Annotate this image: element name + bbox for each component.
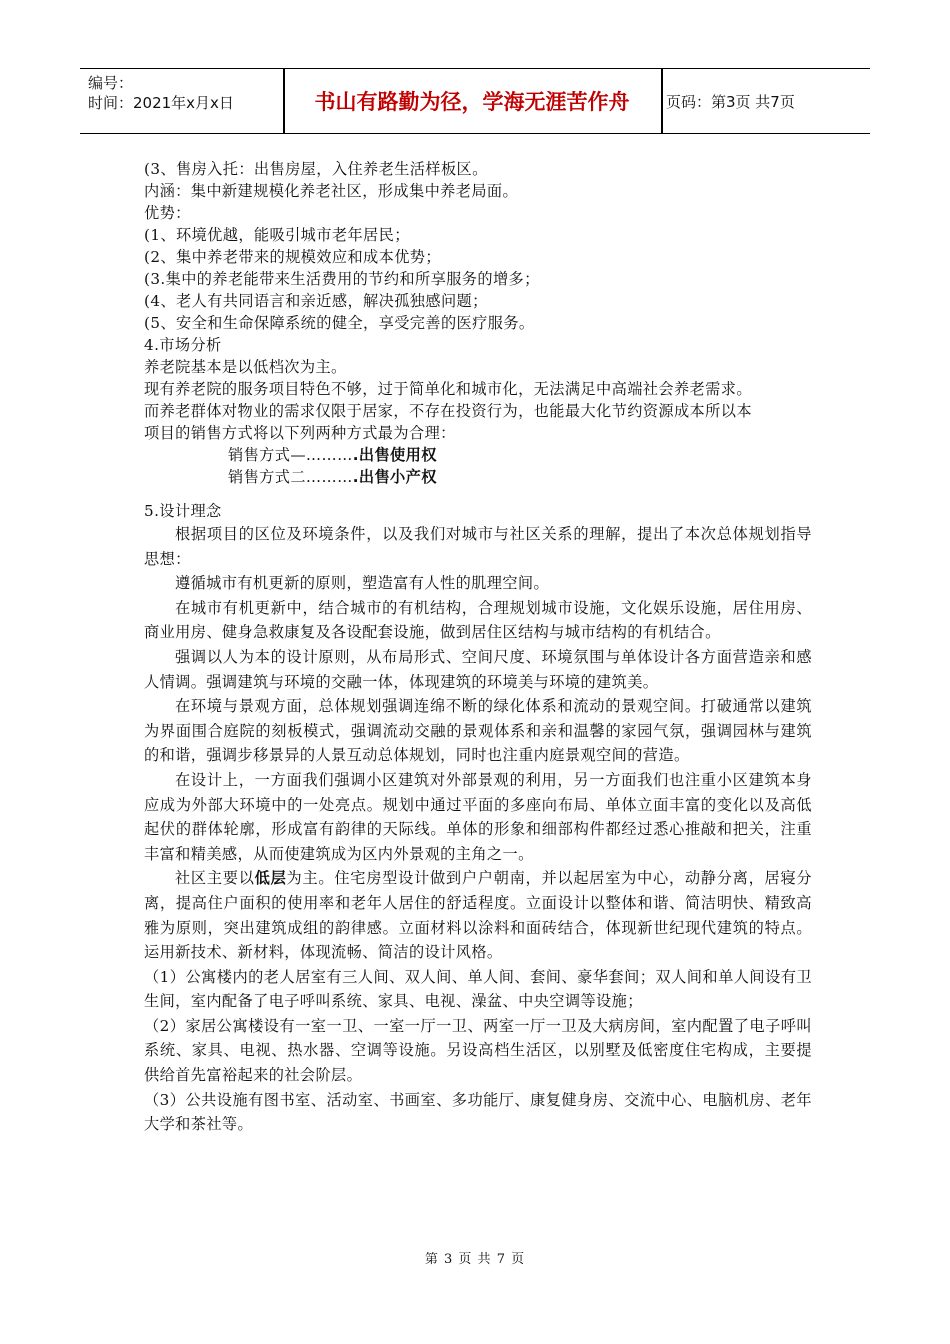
text-line: 优势： (144, 204, 191, 222)
text-line: 而养老群体对物业的需求仅限于居家，不存在投资行为，也能最大化节约资源成本所以本 (144, 402, 752, 420)
header-meta (88, 73, 288, 113)
paragraph: 根据项目的区位及环境条件，以及我们对城市与社区关系的理解，提出了本次总体规划指导思想： (144, 525, 812, 568)
list-item: （1）公寓楼内的老人居室有三人间、双人间、单人间、套间、豪华套间；双人间和单人间设有卫生间，室内配备了电子呼叫系统、家具、电视、澡盆、中央空调等设施； (144, 967, 812, 1011)
sale-method-label: 销售方式二……… (228, 468, 353, 486)
paragraph-text: 社区主要以 (175, 869, 255, 888)
text-line: (2、集中养老带来的规模效应和成本优势； (144, 248, 441, 266)
page-header (80, 68, 870, 134)
paragraph: 遵循城市有机更新的原则，塑造富有人性的肌理空间。 (175, 574, 550, 593)
list-item: （2）家居公寓楼设有一室一卫、一室一厅一卫、两室一厅一卫及大病房间，室内配置了电子呼叫系统、家具、电视、热水器、空调等设施。另设高档生活区，以别墅及低密度住宅构成，主要提供给首先富裕起来的社会阶层。 (144, 1016, 812, 1085)
text-line: (4、老人有共同语言和亲近感，解决孤独感问题； (144, 292, 488, 310)
code-label: 编号： (88, 74, 134, 92)
sale-method-1 (144, 444, 812, 466)
paragraph-text: 为主。住宅房型设计做到户户朝南，并以起居室为中心，动静分离，居寝分离，提高住户面积的使用率和老年人居住的舒适程度。立面设计以整体和谐、简洁明快、精致高雅为原则，突出建筑成组的韵律感。立面材料以涂料和面砖结合，体现新世纪现代建筑的特点。运用新技术、新材料，体现流畅、简洁的设计风格。 (144, 869, 812, 962)
time-label: 时间：2021年x月x日 (88, 94, 234, 112)
emphasis-text: 低层 (254, 869, 287, 888)
paragraph: 在环境与景观方面，总体规划强调连绵不断的绿化体系和流动的景观空间。打破通常以建筑为界面围合庭院的刻板模式，强调流动交融的景观体系和亲和温馨的家园气氛，强调园林与建筑的和谐，强调步移景异的人景互动总体规划，同时也注重内庭景观空间的营造。 (144, 697, 812, 765)
text-line: 项目的销售方式将以下列两种方式最为合理： (144, 424, 456, 442)
paragraph: 在城市有机更新中，结合城市的有机结构，合理规划城市设施，文化娱乐设施，居住用房、商业用房、健身急救康复及各设配套设施，做到居住区结构与城市结构的有机结合。 (144, 598, 812, 642)
paragraph (144, 866, 812, 964)
text-line: 现有养老院的服务项目特色不够，过于简单化和城市化，无法满足中高端社会养老需求。 (144, 380, 752, 398)
text-line: (3、售房入托：出售房屋，入住养老生活样板区。 (144, 160, 488, 178)
section-heading: 5.设计理念 (144, 502, 222, 520)
text-line: 养老院基本是以低档次为主。 (144, 358, 347, 376)
header-page-label: 页码：第3页 共7页 (666, 92, 795, 111)
text-line: 内涵：集中新建规模化养老社区，形成集中养老局面。 (144, 182, 519, 200)
sale-method-value: .出售小产权 (352, 468, 437, 486)
paragraph: 在设计上，一方面我们强调小区建筑对外部景观的利用，另一方面我们也注重小区建筑本身应成为外部大环境中的一处亮点。规划中通过平面的多座向布局、单体立面丰富的变化以及高低起伏的群体轮廓，形成富有韵律的天际线。单体的形象和细部构件都经过悉心推敲和把关，注重丰富和精美感，从而使建筑成为区内外景观的主角之一。 (144, 770, 812, 863)
sale-method-2 (144, 466, 812, 488)
header-motto: 书山有路勤为径，学海无涯苦作舟 (314, 90, 630, 114)
header-divider (661, 69, 663, 133)
sale-method-value: .出售使用权 (352, 446, 437, 464)
paragraph: 强调以人为本的设计原则，从布局形式、空间尺度、环境氛围与单体设计各方面营造亲和感人情调。强调建筑与环境的交融一体，体现建筑的环境美与环境的建筑美。 (144, 647, 812, 691)
page-footer: 第 3 页 共 7 页 (424, 1252, 526, 1267)
text-line: (3.集中的养老能带来生活费用的节约和所享服务的增多； (144, 270, 540, 288)
document-body (144, 158, 812, 1137)
text-line: (1、环境优越，能吸引城市老年居民； (144, 226, 410, 244)
sale-method-label: 销售方式—……… (228, 446, 353, 464)
list-item: （3）公共设施有图书室、活动室、书画室、多功能厅、康复健身房、交流中心、电脑机房、老年大学和茶社等。 (144, 1090, 812, 1134)
text-line: (5、安全和生命保障系统的健全，享受完善的医疗服务。 (144, 314, 535, 332)
section-heading: 4.市场分析 (144, 336, 222, 354)
spacer (144, 488, 812, 500)
